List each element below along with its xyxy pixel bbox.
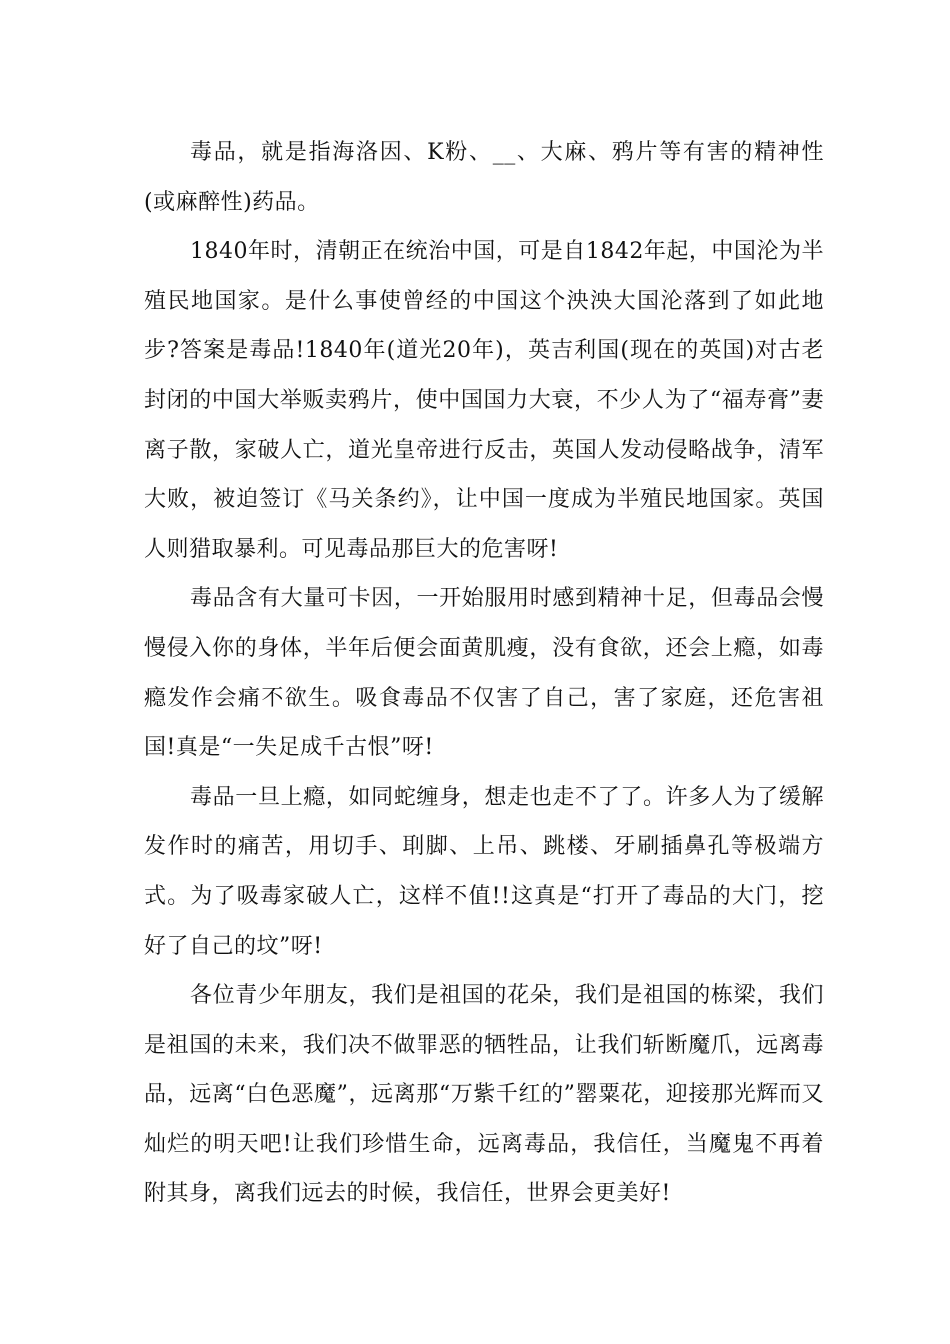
paragraph-definition: 毒品，就是指海洛因、K粉、__、大麻、鸦片等有害的精神性(或麻醉性)药品。	[144, 140, 824, 215]
paragraph-history: 1840年时，清朝正在统治中国，可是自1842年起，中国沦为半殖民地国家。是什么事使曾经的中国这个泱泱大国沦落到了如此地步?答案是毒品!1840年(道光20年)，英吉利国(现在的英国)对古老封闭的中国大举贩卖鸦片，使中国国力大衰，不少人为了“福寿膏”妻离子散，家破人亡，道光皇帝进行反击，英国人发动侵略战争，清军大败，被迫签订《马关条约》，让中国一度成为半殖民地国家。英国人则猎取暴利。可见毒品那巨大的危害呀!	[144, 239, 824, 562]
document-body	[144, 128, 824, 1219]
paragraph-addiction: 毒品一旦上瘾，如同蛇缠身，想走也走不了了。许多人为了缓解发作时的痛苦，用切手、刵脚、上吊、跳楼、牙刷插鼻孔等极端方式。为了吸毒家破人亡，这样不值!!这真是“打开了毒品的大门，挖好了自己的坟”呀!	[144, 784, 824, 959]
paragraph-appeal: 各位青少年朋友，我们是祖国的花朵，我们是祖国的栋梁，我们是祖国的未来，我们决不做罪恶的牺牲品，让我们斩断魔爪，远离毒品，远离“白色恶魔”，远离那“万紫千红的”罂粟花，迎接那光辉而又灿烂的明天吧!让我们珍惜生命，远离毒品，我信任，当魔鬼不再着附其身，离我们远去的时候，我信任，世界会更美好!	[144, 983, 824, 1207]
paragraph-effects: 毒品含有大量可卡因，一开始服用时感到精神十足，但毒品会慢慢侵入你的身体，半年后便会面黄肌瘦，没有食欲，还会上瘾，如毒瘾发作会痛不欲生。吸食毒品不仅害了自己，害了家庭，还危害祖国!真是“一失足成千古恨”呀!	[144, 586, 824, 761]
